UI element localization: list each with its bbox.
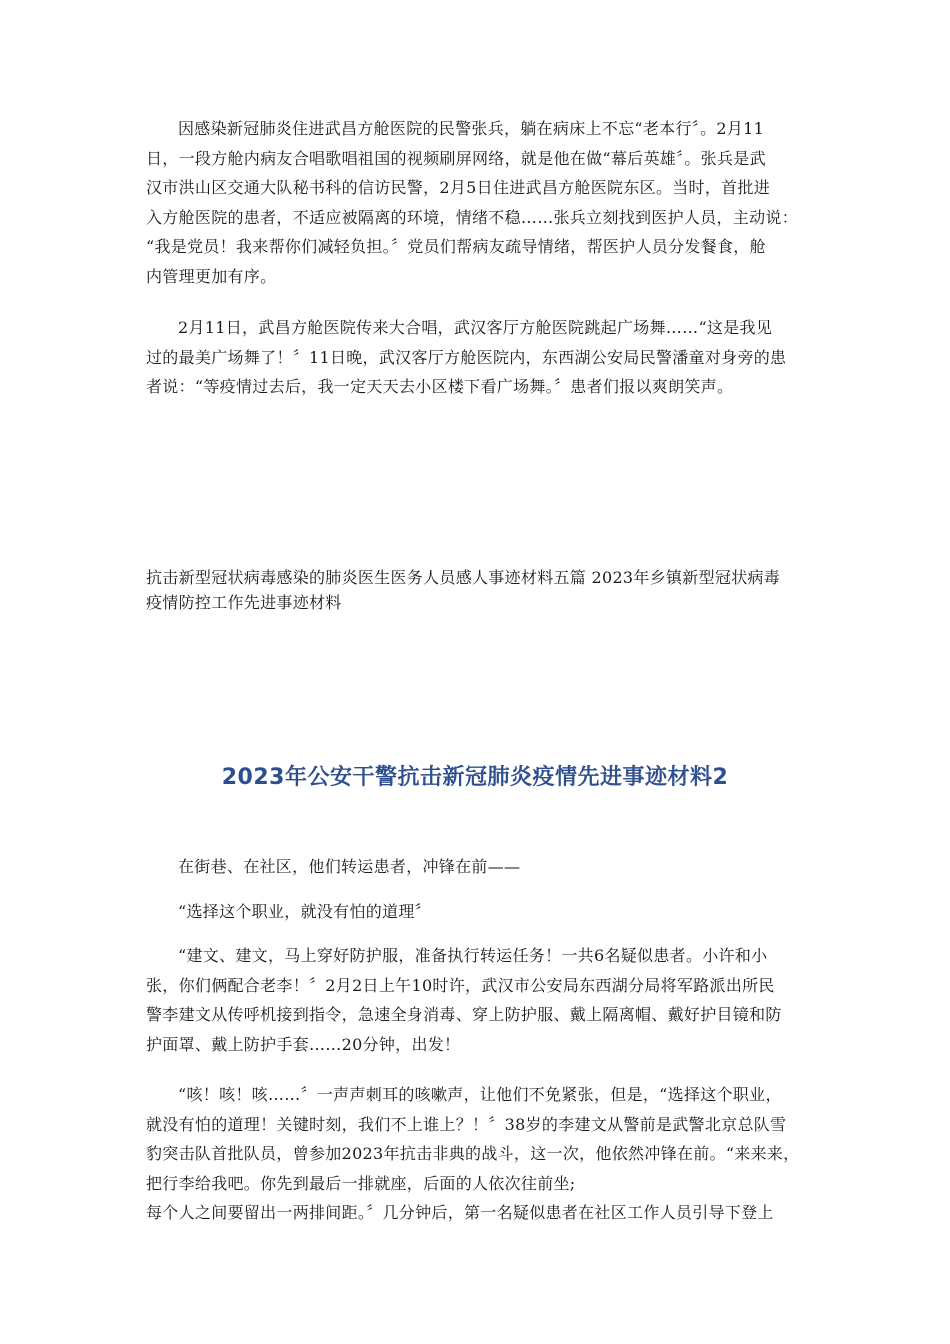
text-line: “咳！咳！咳……〞一声声刺耳的咳嗽声，让他们不免紧张，但是，“选择这个职业， <box>178 1085 782 1104</box>
text-line: “建文、建文，马上穿好防护服，准备执行转运任务！一共6名疑似患者。小许和小 <box>178 946 768 965</box>
text-line: 因感染新冠肺炎住进武昌方舱医院的民警张兵，躺在病床上不忘“老本行〞。2月11 <box>178 119 765 138</box>
text-line: 2月11日，武昌方舱医院传来大合唱，武汉客厅方舱医院跳起广场舞……“这是我见 <box>178 318 773 337</box>
paragraph-li-jianwen <box>146 1080 800 1228</box>
text-line: “我是党员！我来帮你们减轻负担。〞党员们帮病友疏导情绪，帮医护人员分发餐食，舱 <box>146 237 766 256</box>
text-line: 内管理更加有序。 <box>146 266 277 286</box>
text-line: 入方舱医院的患者，不适应被隔离的环境，情绪不稳……张兵立刻找到医护人员，主动说： <box>146 207 799 227</box>
text-line: 护面罩、戴上防护手套……20分钟，出发！ <box>146 1034 461 1054</box>
text-line: 把行李给我吧。你先到最后一排就座，后面的人依次往前坐; <box>146 1173 576 1193</box>
related-articles <box>146 565 780 615</box>
paragraph-subheading <box>146 897 431 927</box>
text-line: 过的最美广场舞了！〞11日晚，武汉客厅方舱医院内，东西湖公安局民警潘童对身旁的患 <box>146 347 787 367</box>
paragraph-square-dance <box>146 313 786 402</box>
text-line: 汉市洪山区交通大队秘书科的信访民警，2月5日住进武昌方舱医院东区。当时，首批进 <box>146 178 771 197</box>
section-title: 2023年公安干警抗击新冠肺炎疫情先进事迹材料2 <box>221 765 729 790</box>
paragraph-intro <box>146 852 520 882</box>
paragraph-transfer-task <box>146 941 782 1059</box>
paragraph-zhang-bing <box>146 114 798 291</box>
text-line: 疫情防控工作先进事迹材料 <box>146 593 342 612</box>
text-line: 警李建文从传呼机接到指令，急速全身消毒、穿上防护服、戴上隔离帽、戴好护目镜和防 <box>146 1005 782 1024</box>
text-line: 者说：“等疫情过去后，我一定天天去小区楼下看广场舞。〞患者们报以爽朗笑声。 <box>146 377 734 396</box>
text-line: 每个人之间要留出一两排间距。〞几分钟后，第一名疑似患者在社区工作人员引导下登上 <box>146 1203 774 1222</box>
text-line: 在街巷、在社区，他们转运患者，冲锋在前—— <box>178 857 521 876</box>
text-line: 就没有怕的道理！关键时刻，我们不上谁上？！〞38岁的李建文从警前是武警北京总队雪 <box>146 1114 787 1134</box>
text-line: 张，你们俩配合老李！〞2月2日上午10时许，武汉市公安局东西湖分局将军路派出所民 <box>146 975 775 995</box>
text-line: 豹突击队首批队员，曾参加2023年抗击非典的战斗，这一次，他依然冲锋在前。“来来来， <box>146 1144 800 1163</box>
text-line: 日，一段方舱内病友合唱歌唱祖国的视频刷屏网络，就是他在做“幕后英雄〞。张兵是武 <box>146 148 766 168</box>
text-line: “选择这个职业，就没有怕的道理〞 <box>178 902 431 921</box>
text-line: 抗击新型冠状病毒感染的肺炎医生医务人员感人事迹材料五篇 2023年乡镇新型冠状病毒 <box>146 568 781 587</box>
